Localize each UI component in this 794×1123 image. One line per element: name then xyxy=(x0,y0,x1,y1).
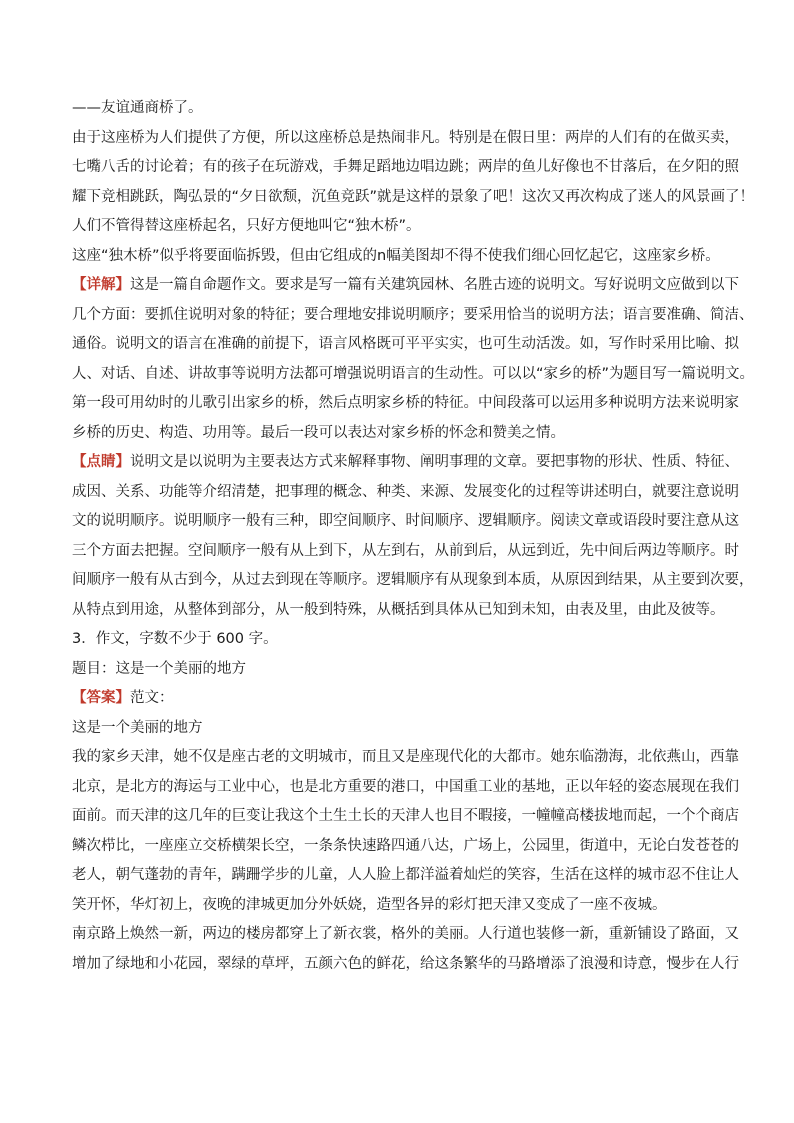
point-tag: 【点睛】 xyxy=(72,454,130,470)
answer-text: 范文： xyxy=(130,690,174,706)
text-line: 增加了绿地和小花园，翠绿的草坪，五颜六色的鲜花，给这条繁华的马路增添了浪漫和诗意，慢步在人行 xyxy=(72,955,739,972)
text-line: 由于这座桥为人们提供了方便，所以这座桥总是热闹非凡。特别是在假日里：两岸的人们有的在做买卖， xyxy=(72,129,739,146)
intro-passage xyxy=(72,94,755,271)
point-first-line xyxy=(72,448,739,478)
question-line: 3．作文，字数不少于 600 字。 xyxy=(72,631,278,647)
text-line: 人们不管得替这座桥起名，只好方便地叫它“独木桥”。 xyxy=(72,218,421,234)
detail-text: 这是一篇自命题作文。要求是写一篇有关建筑园林、名胜古迹的说明文。写好说明文应做到以下 xyxy=(130,277,739,293)
answer-tag: 【答案】 xyxy=(72,690,130,706)
text-line: 三个方面去把握。空间顺序一般有从上到下，从左到右，从前到后，从远到近，先中间后两边等顺序。时 xyxy=(72,542,739,559)
text-line: 间顺序一般有从古到今，从过去到现在等顺序。逻辑顺序有从现象到本质，从原因到结果，从主要到次要， xyxy=(72,572,754,588)
text-line: 我的家乡天津，她不仅是座古老的文明城市，而且又是座现代化的大都市。她东临渤海，北依燕山，西靠 xyxy=(72,749,739,765)
text-line: 北京，是北方的海运与工业中心，也是北方重要的港口，中国重工业的基地，正以年轻的姿态展现在我们 xyxy=(72,778,739,795)
text-line: 耀下竞相跳跃，陶弘景的“夕日欲颓，沉鱼竞跃”就是这样的景象了吧！这次又再次构成了迷人的风景画了！ xyxy=(72,188,755,205)
text-line: 文的说明顺序。说明顺序一般有三种，即空间顺序、时间顺序、逻辑顺序。阅读文章或语段时要注意从这 xyxy=(72,513,739,529)
detail-tag: 【详解】 xyxy=(72,277,130,293)
point-text: 说明文是以说明为主要表达方式来解释事物、阐明事理的文章。要把事物的形状、性质、特征、 xyxy=(130,454,739,470)
text-line: 老人，朝气蓬勃的青年，蹒跚学步的儿童，人人脸上都洋溢着灿烂的笑容，生活在这样的城市忍不住让人 xyxy=(72,867,739,883)
text-line: 人、对话、自述、讲故事等说明方法都可增强说明语言的生动性。可以以“家乡的桥”为题目写一篇说明文。 xyxy=(72,365,755,382)
text-line: ——友谊通商桥了。 xyxy=(72,100,203,116)
detail-first-line xyxy=(72,271,739,301)
document-page xyxy=(72,94,755,979)
text-line: 面前。而天津的这几年的巨变让我这个土生土长的天津人也目不暇接，一幢幢高楼拔地而起，一个个商店 xyxy=(72,808,739,824)
text-line: 第一段可用幼时的儿歌引出家乡的桥，然后点明家乡桥的特征。中间段落可以运用多种说明方法来说明家 xyxy=(72,395,739,411)
answer-first-line xyxy=(72,684,724,714)
answer-section xyxy=(72,684,739,979)
text-line: 七嘴八舌的讨论着；有的孩子在玩游戏，手舞足蹈地边唱边跳；两岸的鱼儿好像也不甘落后，在夕阳的照 xyxy=(72,159,739,175)
question-title: 题目：这是一个美丽的地方 xyxy=(72,660,246,677)
detail-section xyxy=(72,271,755,448)
text-line: 南京路上焕然一新，两边的楼房都穿上了新衣裳，格外的美丽。人行道也装修一新，重新铺设了路面，又 xyxy=(72,926,739,942)
text-line: 鳞次栉比，一座座立交桥横架长空，一条条快速路四通八达，广场上，公园里，街道中，无论白发苍苍的 xyxy=(72,837,739,854)
text-line: 几个方面：要抓住说明对象的特征；要合理地安排说明顺序；要采用恰当的说明方法；语言要准确、简洁、 xyxy=(72,306,754,323)
text-line: 笑开怀，华灯初上，夜晚的津城更加分外妖娆，造型各异的彩灯把天津又变成了一座不夜城。 xyxy=(72,896,667,913)
text-line: 这座“独木桥”似乎将要面临拆毁，但由它组成的n幅美图却不得不使我们细心回忆起它，这座家乡桥。 xyxy=(72,247,720,264)
text-line: 通俗。说明文的语言在准确的前提下，语言风格既可平平实实，也可生动活泼。如，写作时采用比喻、拟 xyxy=(72,336,739,352)
point-section xyxy=(72,448,754,625)
text-line: 乡桥的历史、构造、功用等。最后一段可以表达对家乡桥的怀念和赞美之情。 xyxy=(72,424,565,441)
question-section xyxy=(72,625,724,684)
text-line: 成因、关系、功能等介绍清楚，把事理的概念、种类、来源、发展变化的过程等讲述明白，就要注意说明 xyxy=(72,483,739,500)
text-line: 从特点到用途，从整体到部分，从一般到特殊，从概括到具体从已知到未知，由表及里，由此及彼等。 xyxy=(72,601,725,618)
essay-title: 这是一个美丽的地方 xyxy=(72,719,203,736)
